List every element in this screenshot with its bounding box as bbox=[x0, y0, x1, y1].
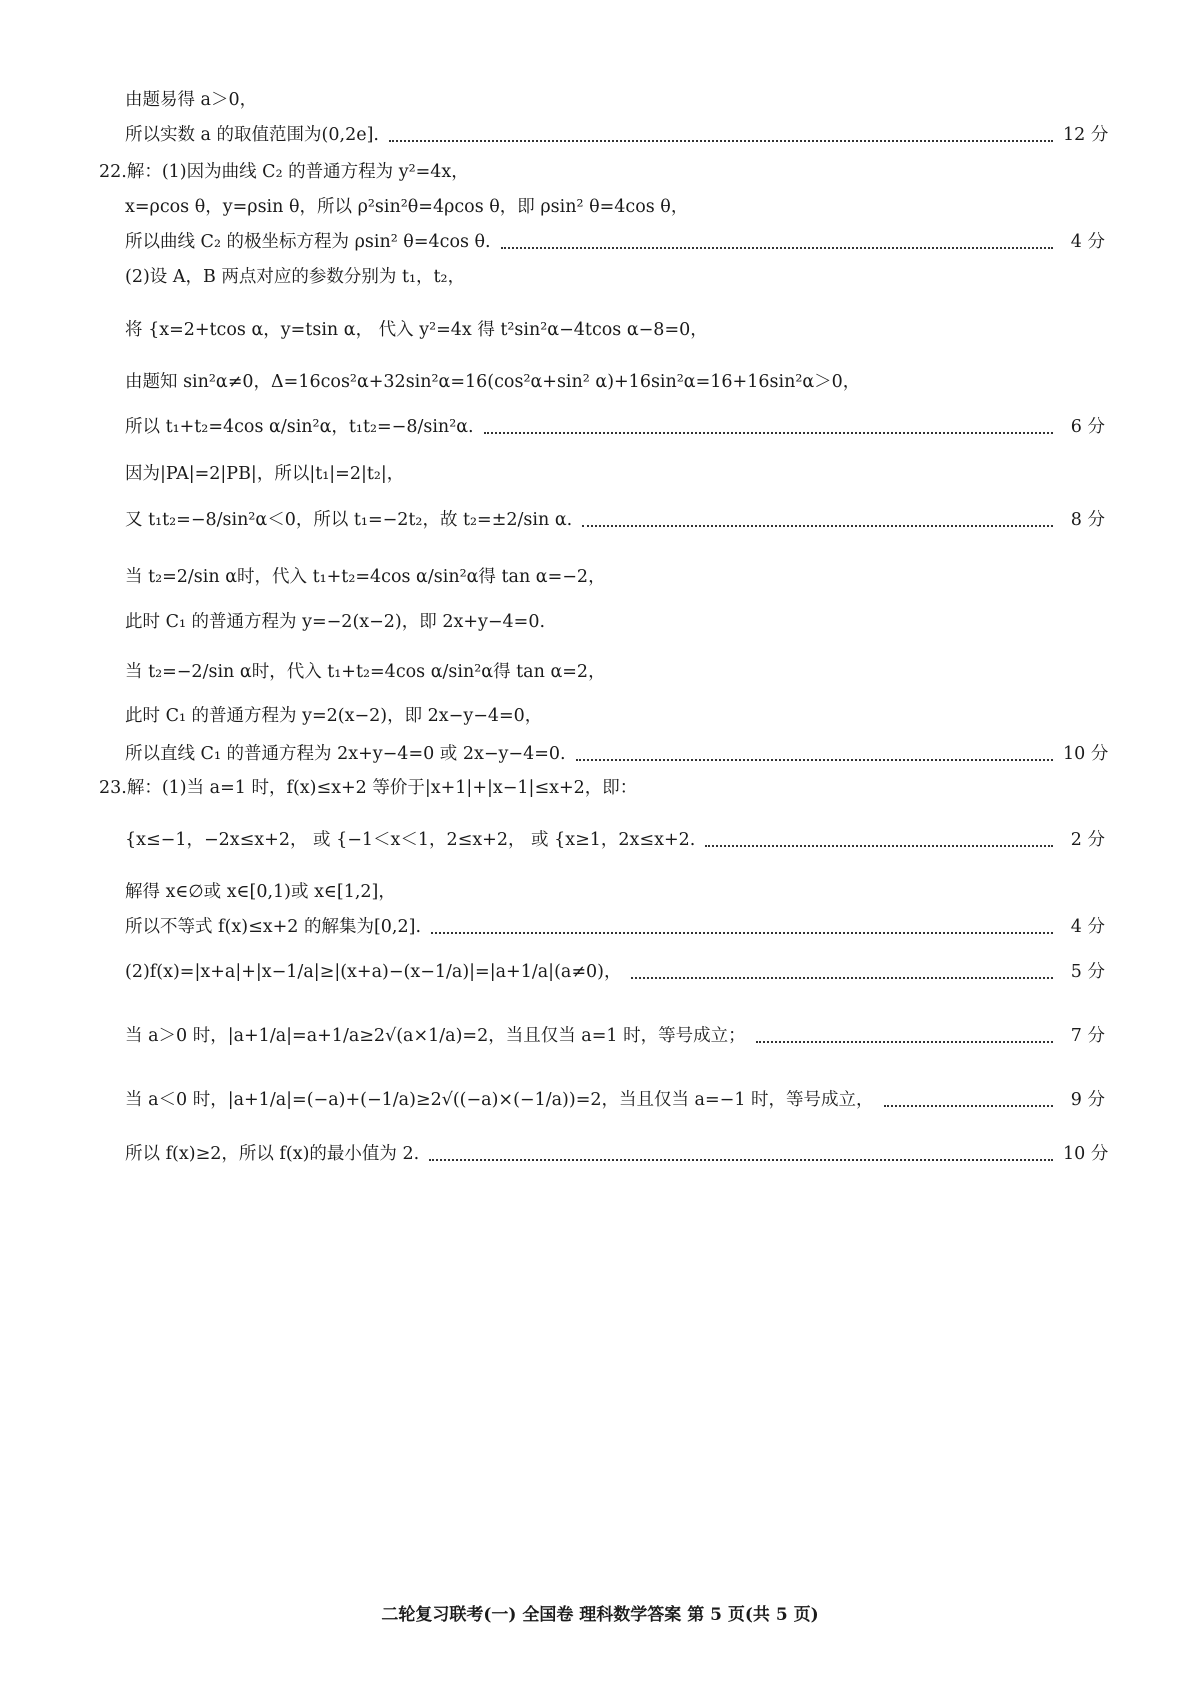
dotted-leader bbox=[631, 976, 1053, 979]
line-text: 所以直线 C₁ 的普通方程为 2x+y−4=0 或 2x−y−4=0. bbox=[125, 744, 566, 764]
dotted-leader bbox=[884, 1104, 1053, 1107]
line-text: 所以不等式 f(x)≤x+2 的解集为[0,2]. bbox=[125, 917, 422, 937]
line-text: 因为|PA|=2|PB|，所以|t₁|=2|t₂|， bbox=[125, 464, 405, 484]
line-text: 所以实数 a 的取值范围为(0,2e]. bbox=[125, 125, 379, 145]
dotted-leader bbox=[431, 931, 1053, 934]
line-text: 当 t₂=−2/sin α时，代入 t₁+t₂=4cos α/sin²α得 tan α=2， bbox=[125, 662, 606, 682]
solution-line bbox=[125, 370, 1105, 394]
solution-line bbox=[125, 1024, 1105, 1048]
line-text: 所以 t₁+t₂=4cos α/sin²α，t₁t₂=−8/sin²α. bbox=[125, 417, 474, 437]
line-text: 当 a＞0 时，|a+1/a|=a+1/a≥2√(a×1/a)=2，当且仅当 a=1 时，等号成立； bbox=[125, 1026, 746, 1046]
solution-line bbox=[125, 565, 1105, 589]
solution-line bbox=[125, 123, 1109, 147]
dotted-leader bbox=[389, 139, 1053, 142]
dotted-leader bbox=[576, 758, 1053, 761]
score-label: 2 分 bbox=[1070, 830, 1105, 850]
page-footer: 二轮复习联考(一) 全国卷 理科数学答案 第 5 页(共 5 页) bbox=[381, 1605, 819, 1625]
solution-line bbox=[125, 610, 1105, 634]
solution-line bbox=[125, 1088, 1105, 1112]
line-text: 由题易得 a＞0， bbox=[125, 90, 258, 110]
solution-line bbox=[125, 415, 1105, 439]
line-text: 又 t₁t₂=−8/sin²α＜0，所以 t₁=−2t₂，故 t₂=±2/sin α. bbox=[125, 510, 573, 530]
solution-line bbox=[125, 508, 1105, 532]
score-label: 6 分 bbox=[1070, 417, 1105, 437]
score-label: 5 分 bbox=[1070, 962, 1105, 982]
line-text: 22.解：(1)因为曲线 C₂ 的普通方程为 y²=4x， bbox=[99, 162, 469, 182]
line-text: 解得 x∈∅或 x∈[0,1)或 x∈[1,2]， bbox=[125, 882, 396, 902]
question-heading bbox=[99, 776, 1079, 800]
question-heading bbox=[99, 160, 1079, 184]
solution-line bbox=[125, 828, 1105, 852]
line-text: 当 a＜0 时，|a+1/a|=(−a)+(−1/a)≥2√((−a)×(−1/a))=2，当且仅当 a=−1 时，等号成立， bbox=[125, 1090, 874, 1110]
line-text: (2)f(x)=|x+a|+|x−1/a|≥|(x+a)−(x−1/a)|=|a+1/a|(a≠0)， bbox=[125, 962, 622, 982]
score-label: 12 分 bbox=[1063, 125, 1109, 145]
line-text: x=ρcos θ，y=ρsin θ，所以 ρ²sin²θ=4ρcos θ，即 ρsin² θ=4cos θ， bbox=[125, 197, 689, 217]
line-text: 所以 f(x)≥2，所以 f(x)的最小值为 2. bbox=[125, 1144, 420, 1164]
solution-line bbox=[125, 1142, 1109, 1166]
dotted-leader bbox=[705, 844, 1053, 847]
score-label: 4 分 bbox=[1070, 232, 1105, 252]
line-text: 此时 C₁ 的普通方程为 y=−2(x−2)，即 2x+y−4=0. bbox=[125, 612, 546, 632]
score-label: 10 分 bbox=[1063, 744, 1109, 764]
solution-line bbox=[125, 660, 1105, 684]
solution-line bbox=[125, 880, 1105, 904]
score-label: 10 分 bbox=[1063, 1144, 1109, 1164]
solution-line bbox=[125, 742, 1109, 766]
line-text: 此时 C₁ 的普通方程为 y=2(x−2)，即 2x−y−4=0， bbox=[125, 706, 543, 726]
line-text: 当 t₂=2/sin α时，代入 t₁+t₂=4cos α/sin²α得 tan α=−2， bbox=[125, 567, 606, 587]
dotted-leader bbox=[582, 524, 1053, 527]
line-text: 由题知 sin²α≠0，Δ=16cos²α+32sin²α=16(cos²α+sin² α)+16sin²α=16+16sin²α＞0， bbox=[125, 372, 861, 392]
score-label: 8 分 bbox=[1070, 510, 1105, 530]
solution-line bbox=[125, 704, 1105, 728]
line-text: 将 {x=2+tcos α，y=tsin α， 代入 y²=4x 得 t²sin²α−4tcos α−8=0， bbox=[125, 320, 708, 340]
solution-line bbox=[125, 960, 1105, 984]
line-text: 23.解：(1)当 a=1 时，f(x)≤x+2 等价于|x+1|+|x−1|≤x+2，即： bbox=[99, 778, 638, 798]
solution-line bbox=[125, 318, 1105, 342]
score-label: 9 分 bbox=[1070, 1090, 1105, 1110]
line-text: {x≤−1，−2x≤x+2， 或 {−1＜x＜1，2≤x+2， 或 {x≥1，2x≤x+2. bbox=[125, 830, 696, 850]
solution-line bbox=[125, 230, 1105, 254]
score-label: 4 分 bbox=[1070, 917, 1105, 937]
line-text: (2)设 A，B 两点对应的参数分别为 t₁，t₂， bbox=[125, 267, 466, 287]
dotted-leader bbox=[756, 1040, 1053, 1043]
dotted-leader bbox=[501, 246, 1053, 249]
dotted-leader bbox=[484, 431, 1053, 434]
solution-line bbox=[125, 88, 1105, 112]
solution-line bbox=[125, 462, 1105, 486]
solution-line bbox=[125, 195, 1105, 219]
solution-line bbox=[125, 915, 1105, 939]
score-label: 7 分 bbox=[1070, 1026, 1105, 1046]
line-text: 所以曲线 C₂ 的极坐标方程为 ρsin² θ=4cos θ. bbox=[125, 232, 491, 252]
solution-line bbox=[125, 265, 1105, 289]
dotted-leader bbox=[429, 1158, 1053, 1161]
